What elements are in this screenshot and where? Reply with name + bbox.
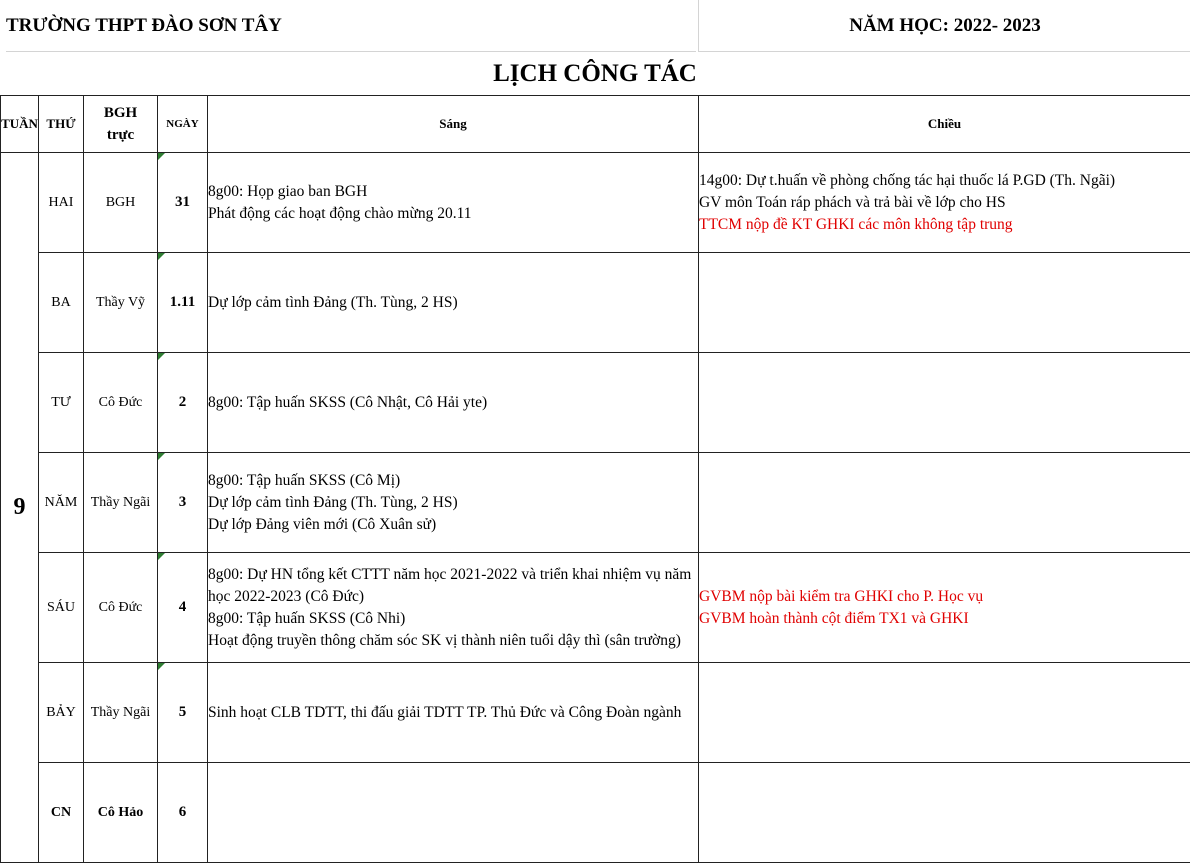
afternoon-cell: [699, 253, 1190, 353]
afternoon-cell: [699, 663, 1190, 763]
schedule-row: [1, 453, 1190, 553]
afternoon-cell: [699, 353, 1190, 453]
schedule-row: [1, 353, 1190, 453]
afternoon-item-highlight: GVBM hoàn thành cột điểm TX1 và GHKI: [699, 609, 969, 627]
school-year: NĂM HỌC: 2022- 2023: [698, 0, 1190, 52]
date-cell: [158, 553, 208, 663]
date-marker-icon: [158, 253, 165, 260]
morning-item: Phát động các hoạt động chào mừng 20.11: [208, 204, 472, 222]
morning-item: 8g00: Tập huấn SKSS (Cô Mị): [208, 471, 401, 489]
afternoon-cell: [699, 763, 1190, 863]
column-header-week: TUẦN: [1, 96, 39, 153]
duty-cell: Thầy Ngãi: [84, 663, 158, 763]
morning-item: Dự lớp cảm tình Đảng (Th. Tùng, 2 HS): [208, 493, 458, 511]
date-value: 3: [178, 494, 187, 510]
date-marker-icon: [158, 553, 165, 560]
date-value: 31: [175, 194, 190, 210]
duty-cell: Cô Đức: [84, 353, 158, 453]
page-title: LỊCH CÔNG TÁC: [493, 59, 697, 87]
afternoon-cell: [699, 453, 1190, 553]
schedule-row: [1, 153, 1190, 253]
column-header-morning: Sáng: [208, 96, 699, 153]
morning-item: 8g00: Tập huấn SKSS (Cô Nhi): [208, 609, 406, 627]
schedule-row: [1, 663, 1190, 763]
date-marker-icon: [158, 453, 165, 460]
date-cell: [158, 453, 208, 553]
duty-cell: Thầy Ngãi: [84, 453, 158, 553]
schedule-table: [0, 95, 1190, 863]
afternoon-item: GV môn Toán ráp phách và trả bài về lớp cho HS: [699, 193, 1006, 211]
schedule-row: [1, 763, 1190, 863]
date-cell: [158, 153, 208, 253]
column-header-day: THỨ: [39, 96, 84, 153]
afternoon-item-highlight: TTCM nộp đề KT GHKI các môn không tập trung: [699, 215, 1013, 233]
morning-item: Hoạt động truyền thông chăm sóc SK vị thành niên tuổi dậy thì (sân trường): [208, 631, 681, 649]
afternoon-item-highlight: GVBM nộp bài kiểm tra GHKI cho P. Học vụ: [699, 587, 984, 605]
schedule-body: [1, 153, 1190, 863]
morning-cell: [208, 353, 699, 453]
school-name: TRƯỜNG THPT ĐÀO SƠN TÂY: [6, 0, 696, 52]
morning-item: Dự lớp Đảng viên mới (Cô Xuân sử): [208, 515, 437, 533]
day-cell: BA: [39, 253, 84, 353]
morning-cell: [208, 253, 699, 353]
duty-cell: Cô Đức: [84, 553, 158, 663]
morning-cell: [208, 453, 699, 553]
date-value: 5: [178, 704, 187, 720]
date-value: 1.11: [169, 294, 196, 310]
morning-item: 8g00: Tập huấn SKSS (Cô Nhật, Cô Hải yte): [208, 393, 488, 411]
morning-cell: [208, 763, 699, 863]
date-value: 6: [178, 804, 187, 820]
date-marker-icon: [158, 353, 165, 360]
column-header-date: NGÀY: [158, 96, 208, 153]
date-cell: [158, 763, 208, 863]
duty-cell: BGH: [84, 153, 158, 253]
duty-cell: Thầy Vỹ: [84, 253, 158, 353]
afternoon-item: 14g00: Dự t.huấn về phòng chống tác hại thuốc lá P.GD (Th. Ngãi): [699, 171, 1116, 189]
date-value: 2: [178, 394, 187, 410]
table-header-row: [1, 96, 1190, 153]
morning-item: 8g00: Dự HN tổng kết CTTT năm học 2021-2022 và triển khai nhiệm vụ năm học 2022-2023 (Cô Đức): [208, 565, 692, 605]
column-header-bgh: BGH trực: [84, 96, 158, 153]
morning-cell: [208, 663, 699, 763]
duty-cell: Cô Hảo: [84, 763, 158, 863]
date-cell: [158, 253, 208, 353]
day-cell: BẢY: [39, 663, 84, 763]
morning-item: Sinh hoạt CLB TDTT, thi đấu giải TDTT TP. Thủ Đức và Công Đoàn ngành: [208, 703, 682, 721]
date-cell: [158, 663, 208, 763]
date-marker-icon: [158, 663, 165, 670]
column-header-afternoon: Chiều: [699, 96, 1190, 153]
day-cell: NĂM: [39, 453, 84, 553]
morning-cell: [208, 553, 699, 663]
schedule-row: [1, 253, 1190, 353]
date-marker-icon: [158, 153, 165, 160]
schedule-row: [1, 553, 1190, 663]
day-cell: HAI: [39, 153, 84, 253]
day-cell: CN: [39, 763, 84, 863]
morning-cell: [208, 153, 699, 253]
afternoon-cell: [699, 553, 1190, 663]
day-cell: TƯ: [39, 353, 84, 453]
date-cell: [158, 353, 208, 453]
day-cell: SÁU: [39, 553, 84, 663]
afternoon-cell: [699, 153, 1190, 253]
week-number: 9: [1, 153, 39, 863]
morning-item: Dự lớp cảm tình Đảng (Th. Tùng, 2 HS): [208, 293, 458, 311]
morning-item: 8g00: Họp giao ban BGH: [208, 182, 368, 200]
date-value: 4: [178, 599, 187, 615]
